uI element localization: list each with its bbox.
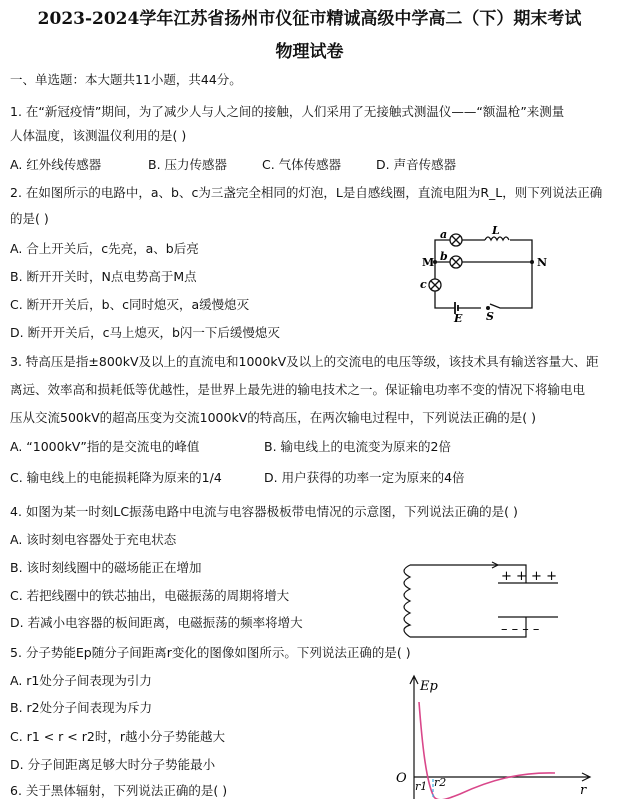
q4-option-b: B. 该时刻线圈中的磁场能正在增加 — [10, 560, 202, 575]
minus-charges: – – – – — [501, 622, 540, 637]
q5-option-a: A. r1处分子间表现为引力 — [10, 673, 152, 688]
q1-stem-2: 人体温度，该测温仪利用的是( ) — [10, 128, 187, 143]
q4-option-d: D. 若减小电容器的板间距离，电磁振荡的频率将增大 — [10, 615, 303, 630]
q2-stem-1: 2. 在如图所示的电路中，a、b、c为三盏完全相同的灯泡，L是自感线圈，直流电阻为R_L，则下列说法正确 — [10, 185, 603, 200]
q3-stem-3: 压从交流500kV的超高压变为交流1000kV的特高压，在两次输电过程中，下列说法正确的是( ) — [10, 410, 536, 425]
r1-label: r1 — [415, 780, 428, 793]
q3-option-a: A. “1000kV”指的是交流电的峰值 — [10, 439, 200, 454]
q3-option-b: B. 输电线上的电流变为原来的2倍 — [264, 439, 451, 454]
r2-label: r2 — [434, 776, 447, 789]
label-c: c — [420, 278, 427, 291]
q3-option-c: C. 输电线上的电能损耗降为原来的1/4 — [10, 470, 222, 485]
q5-option-c: C. r1 < r < r2时，r越小分子势能越大 — [10, 729, 225, 744]
potential-energy-graph — [390, 672, 600, 799]
label-L: L — [492, 224, 500, 237]
label-E: E — [454, 312, 463, 322]
q6-stem: 6. 关于黑体辐射，下列说法正确的是( ) — [10, 783, 228, 798]
label-M: M — [422, 256, 435, 269]
origin-label: O — [396, 771, 407, 786]
section-heading: 一、单选题：本大题共11小题，共44分。 — [10, 72, 242, 87]
q3-stem-2: 离远、效率高和损耗低等优越性，是世界上最先进的输电技术之一。保证输电功率不变的情况下将输电电 — [10, 382, 586, 397]
q3-option-d: D. 用户获得的功率一定为原来的4倍 — [264, 470, 465, 485]
q1-option-d: D. 声音传感器 — [376, 157, 457, 172]
q5-option-b: B. r2处分子间表现为斥力 — [10, 700, 153, 715]
title-line2: 物理试卷 — [275, 42, 344, 62]
q5-option-d: D. 分子间距离足够大时分子势能最小 — [10, 757, 216, 772]
q1-stem-1: 1. 在“新冠疫情”期间，为了减少人与人之间的接触，人们采用了无接触式测温仪——“额温枪”来测量 — [10, 104, 565, 119]
q2-stem-2: 的是( ) — [10, 211, 49, 226]
q2-option-c: C. 断开开关后，b、c同时熄灭，a缓慢熄灭 — [10, 297, 250, 312]
label-a: a — [440, 228, 448, 241]
circuit-diagram — [410, 222, 550, 322]
label-S: S — [486, 310, 494, 322]
q3-stem-1: 3. 特高压是指±800kV及以上的直流电和1000kV及以上的交流电的电压等级，该技术具有输送容量大、距 — [10, 354, 599, 369]
q4-stem: 4. 如图为某一时刻LC振荡电路中电流与电容器极板带电情况的示意图，下列说法正确的是( ) — [10, 504, 518, 519]
q1-option-a: A. 红外线传感器 — [10, 157, 102, 172]
q1-option-c: C. 气体传感器 — [262, 157, 342, 172]
lc-circuit-diagram — [398, 555, 563, 645]
label-N: N — [537, 256, 548, 269]
q2-option-b: B. 断开开关时，N点电势高于M点 — [10, 269, 197, 284]
q2-option-a: A. 合上开关后，c先亮，a、b后亮 — [10, 241, 199, 256]
q5-stem: 5. 分子势能Ep随分子间距离r变化的图像如图所示。下列说法正确的是( ) — [10, 645, 411, 660]
q4-option-c: C. 若把线圈中的铁芯抽出，电磁振荡的周期将增大 — [10, 588, 290, 603]
y-axis-label: Ep — [420, 679, 438, 694]
label-b: b — [440, 250, 448, 263]
q2-option-d: D. 断开开关后，c马上熄灭，b闪一下后缓慢熄灭 — [10, 325, 280, 340]
x-axis-label: r — [580, 783, 587, 798]
q1-option-b: B. 压力传感器 — [148, 157, 228, 172]
title-line1: 2023-2024学年江苏省扬州市仪征市精诚高级中学高二（下）期末考试 — [37, 9, 582, 29]
q4-option-a: A. 该时刻电容器处于充电状态 — [10, 532, 177, 547]
plus-charges: + + + + — [501, 569, 557, 584]
